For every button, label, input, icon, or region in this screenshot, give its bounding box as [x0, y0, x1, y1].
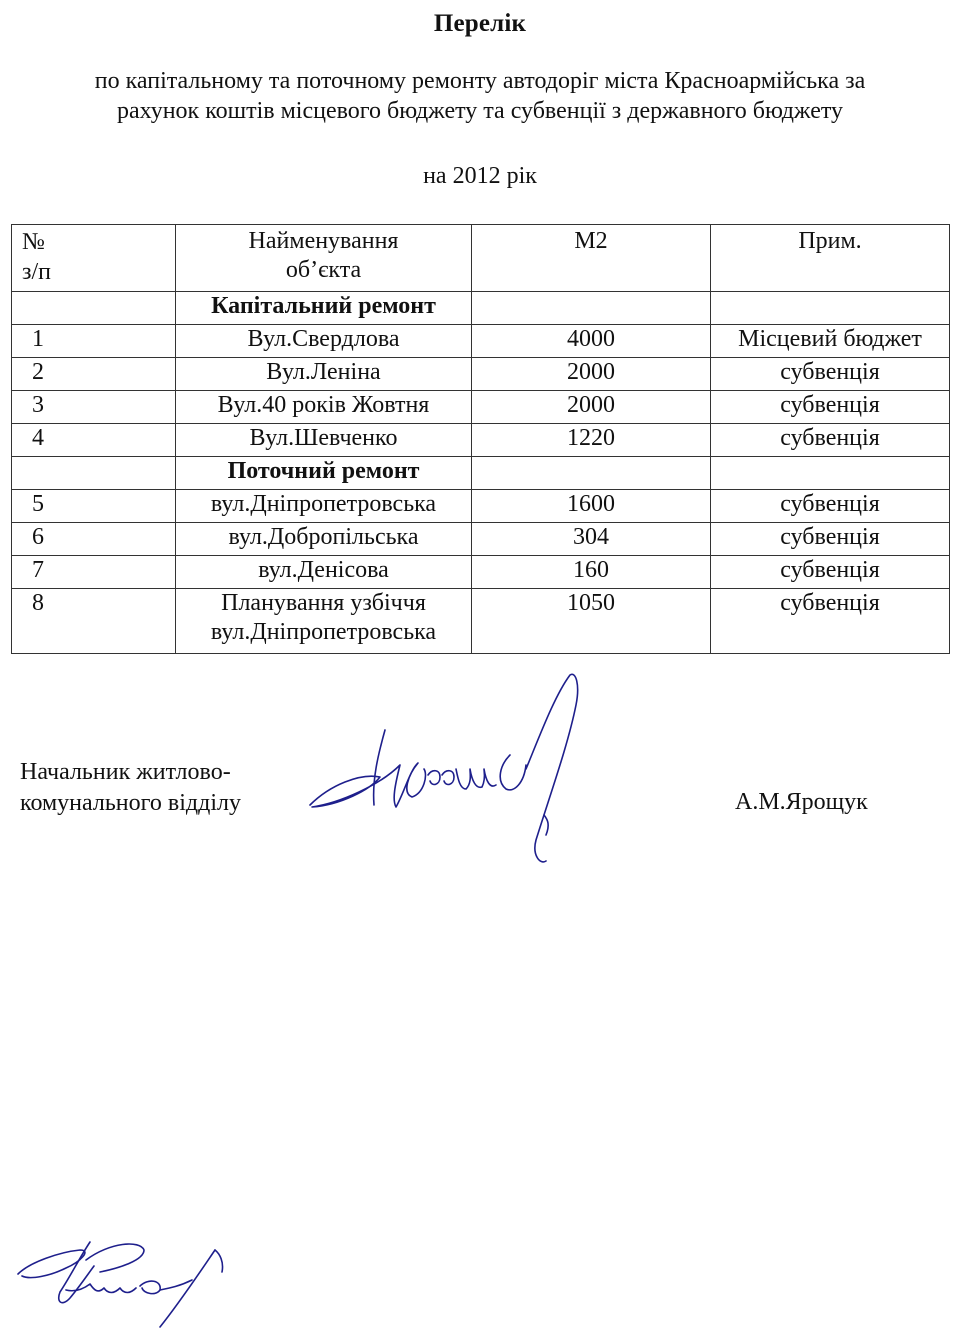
section-title: Капітальний ремонт: [176, 292, 472, 325]
table-row: [12, 358, 950, 391]
row-name: Вул.40 років Жовтня: [176, 391, 472, 424]
handwritten-signature-main: [300, 665, 600, 885]
table-row: [12, 556, 950, 589]
row-note: субвенція: [711, 490, 950, 523]
row-name: Вул.Свердлова: [176, 325, 472, 358]
row-num: 5: [12, 490, 176, 523]
table-row: [12, 424, 950, 457]
row-note: субвенція: [711, 424, 950, 457]
row-m2: 304: [472, 523, 711, 556]
row-note: субвенція: [711, 556, 950, 589]
row-m2: 4000: [472, 325, 711, 358]
row-note: субвенція: [711, 589, 950, 654]
section-row-current: [12, 457, 950, 490]
row-name: Вул.Леніна: [176, 358, 472, 391]
document-subtitle: [0, 66, 960, 126]
document-title: Перелік: [433, 10, 527, 37]
section-title: Поточний ремонт: [176, 457, 472, 490]
position-line-2: комунального відділу: [20, 790, 241, 816]
row-name: вул.Дніпропетровська: [176, 490, 472, 523]
header-m2: М2: [472, 225, 711, 292]
row-num: 3: [12, 391, 176, 424]
row-m2: 1600: [472, 490, 711, 523]
row-num: 1: [12, 325, 176, 358]
header-name-line-1: Найменування: [248, 228, 399, 254]
header-num-line-1: №: [22, 229, 45, 255]
row-m2: 1050: [472, 589, 711, 654]
row-m2: 2000: [472, 391, 711, 424]
row-note: субвенція: [711, 358, 950, 391]
subtitle-line-2: рахунок коштів місцевого бюджету та субвенції з державного бюджету: [116, 98, 844, 124]
table-header-row: [12, 225, 950, 292]
row-num: 7: [12, 556, 176, 589]
handwritten-signature-bottom: [10, 1232, 240, 1332]
row-name: [176, 589, 472, 654]
row-num: 8: [12, 589, 176, 654]
subtitle-line-1: по капітальному та поточному ремонту автодоріг міста Красноармійська за: [94, 68, 866, 94]
row-name-line-1: Планування узбіччя: [221, 590, 426, 616]
row-note: субвенція: [711, 391, 950, 424]
header-note: Прим.: [711, 225, 950, 292]
row-m2: 1220: [472, 424, 711, 457]
row-m2: 160: [472, 556, 711, 589]
header-name-line-2: об’єкта: [285, 257, 362, 283]
table-row: [12, 391, 950, 424]
row-name: вул.Добропільська: [176, 523, 472, 556]
row-num: 4: [12, 424, 176, 457]
document-year: на 2012 рік: [423, 163, 537, 189]
row-name: Вул.Шевченко: [176, 424, 472, 457]
table-row: [12, 325, 950, 358]
row-num: 2: [12, 358, 176, 391]
table-row: [12, 589, 950, 654]
table-row: [12, 523, 950, 556]
header-num: [12, 225, 176, 292]
row-num: 6: [12, 523, 176, 556]
section-row-capital: [12, 292, 950, 325]
row-name: вул.Денісова: [176, 556, 472, 589]
signatory-position: [20, 757, 241, 819]
header-num-line-2: з/п: [22, 259, 51, 285]
position-line-1: Начальник житлово-: [20, 759, 231, 785]
table-row: [12, 490, 950, 523]
row-note: субвенція: [711, 523, 950, 556]
row-note: Місцевий бюджет: [711, 325, 950, 358]
signatory-name: А.М.Ярощук: [735, 789, 868, 815]
row-m2: 2000: [472, 358, 711, 391]
row-name-line-2: вул.Дніпропетровська: [210, 619, 437, 645]
header-name: [176, 225, 472, 292]
repair-list-table: [11, 224, 950, 654]
